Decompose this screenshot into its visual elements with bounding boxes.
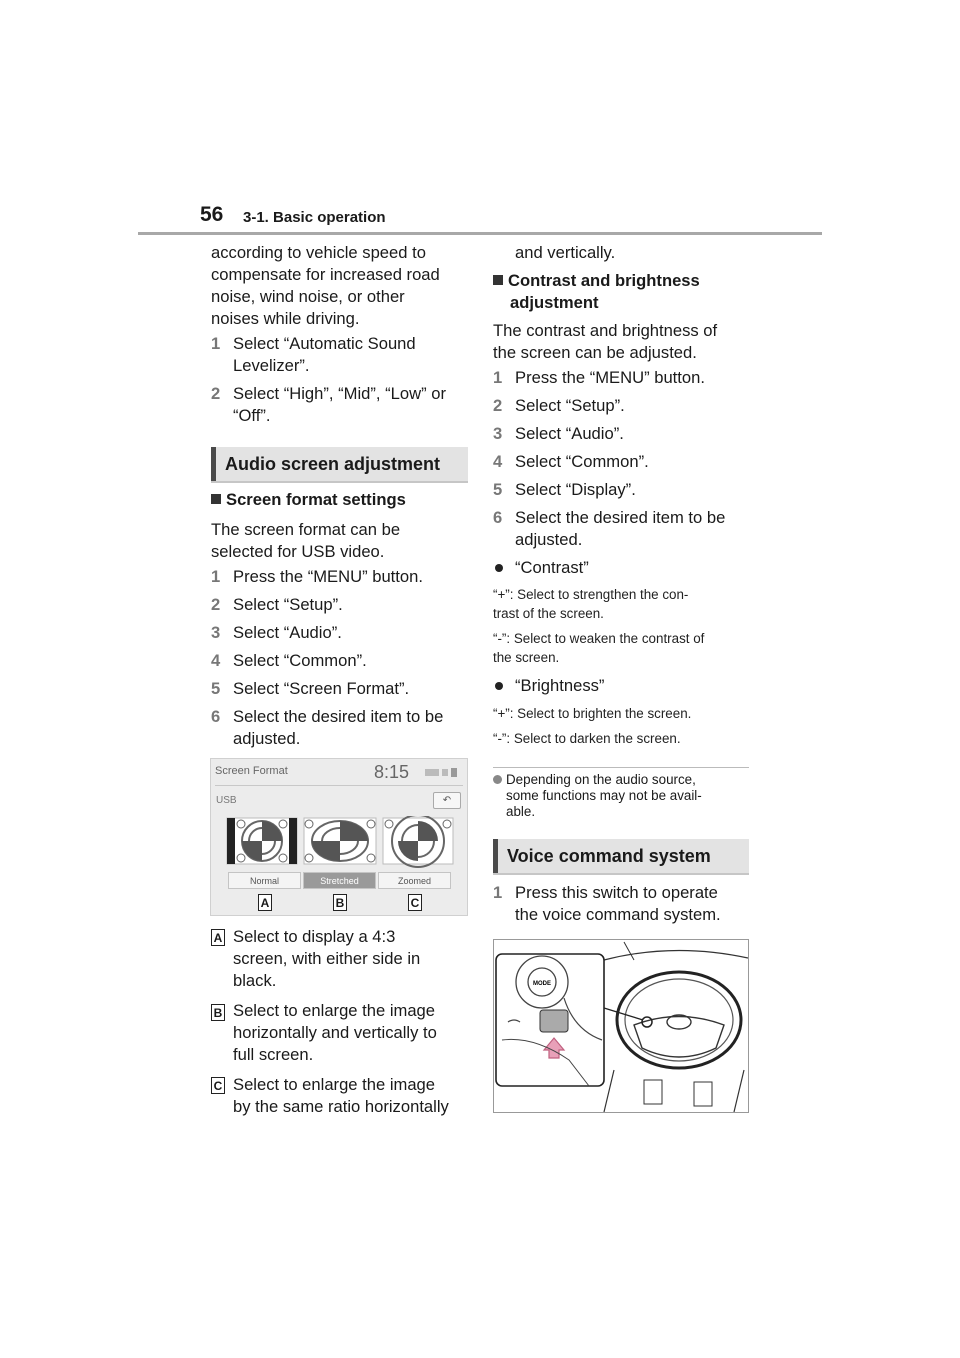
subhead-screen-format: Screen format settings bbox=[211, 489, 473, 511]
left-column-lower bbox=[211, 489, 473, 750]
subhead-contrast: Contrast and brightness bbox=[493, 270, 755, 292]
callout-c: C bbox=[408, 894, 422, 911]
format-previews bbox=[225, 816, 455, 868]
desc-line: selected for USB video. bbox=[211, 542, 385, 561]
section-banner-voice: Voice command system bbox=[493, 839, 749, 873]
note-block: Depending on the audio source, some functions may not be avail- able. bbox=[493, 772, 755, 820]
section-title: 3-1. Basic operation bbox=[243, 209, 386, 226]
item-a-text: Select to display a 4:3 screen, with either side in black. bbox=[233, 927, 421, 990]
steering-switch-illustration bbox=[493, 939, 749, 1113]
desc-line: The screen format can be bbox=[211, 520, 401, 539]
callout-a: A bbox=[258, 894, 272, 911]
continued-text: and vertically. bbox=[515, 243, 616, 262]
intro-line: according to vehicle speed to bbox=[211, 243, 426, 262]
section-banner-audio: Audio screen adjustment bbox=[211, 447, 468, 481]
steering-wheel-drawing bbox=[494, 940, 748, 1112]
step-item: 2 Select “Setup”. bbox=[493, 396, 625, 415]
square-bullet-icon bbox=[493, 275, 503, 285]
step-item: 1 Press the “MENU” button. bbox=[211, 567, 423, 586]
page-number: 56 bbox=[200, 203, 224, 226]
screen-source: USB bbox=[216, 795, 237, 806]
right-column bbox=[493, 242, 755, 748]
note-rule bbox=[493, 767, 749, 768]
step-item: 6 Select the desired item to be adjusted. bbox=[211, 707, 444, 748]
item-label-c: C bbox=[211, 1077, 225, 1094]
step-item: 3 Select “Audio”. bbox=[211, 623, 342, 642]
square-bullet-icon bbox=[211, 494, 221, 504]
note-dot-icon bbox=[493, 775, 502, 784]
screen-title: Screen Format bbox=[215, 765, 288, 777]
screen-format-image bbox=[210, 758, 468, 916]
step-item: 4 Select “Common”. bbox=[211, 651, 367, 670]
step-item: 2 Select “Setup”. bbox=[211, 595, 343, 614]
step-item: 6 Select the desired item to be adjusted. bbox=[493, 508, 726, 549]
option-zoomed: Zoomed bbox=[378, 872, 451, 889]
contrast-minus-line: the screen. bbox=[493, 650, 560, 665]
header-rule bbox=[138, 232, 822, 235]
brightness-plus-line: “+”: Select to brighten the screen. bbox=[493, 706, 692, 721]
desc-line: the screen can be adjusted. bbox=[493, 343, 697, 362]
bullet-dot-icon bbox=[495, 682, 503, 690]
contrast-plus-line: trast of the screen. bbox=[493, 606, 604, 621]
intro-line: noises while driving. bbox=[211, 309, 360, 328]
screen-time: 8:15 bbox=[374, 762, 410, 782]
intro-line: compensate for increased road bbox=[211, 265, 440, 284]
brightness-minus-line: “-”: Select to darken the screen. bbox=[493, 731, 681, 746]
bullet-dot-icon bbox=[495, 564, 503, 572]
step-item: 3 Select “Audio”. bbox=[493, 424, 624, 443]
voice-step: 1 Press this switch to operate the voice command system. bbox=[493, 883, 721, 924]
preview-zoomed bbox=[383, 816, 453, 867]
step-item: 1 Select “Automatic Sound Levelizer”. bbox=[211, 334, 416, 375]
step-item: 4 Select “Common”. bbox=[493, 452, 649, 471]
step-item: 5 Select “Display”. bbox=[493, 480, 636, 499]
mode-label: MODE bbox=[533, 981, 551, 987]
preview-normal bbox=[227, 818, 297, 864]
screen-divider bbox=[215, 785, 463, 786]
contrast-minus-line: “-”: Select to weaken the contrast of bbox=[493, 631, 705, 646]
item-c-text: Select to enlarge the image by the same ratio horizontally bbox=[233, 1075, 449, 1116]
item-b-text: Select to enlarge the image horizontally and vertically to full screen. bbox=[233, 1001, 437, 1064]
item-label-a: A bbox=[211, 929, 225, 946]
item-label-b: B bbox=[211, 1004, 225, 1021]
step-item: 5 Select “Screen Format”. bbox=[211, 679, 410, 698]
subhead-contrast-line2: adjustment bbox=[510, 293, 599, 312]
status-icons bbox=[425, 768, 461, 778]
contrast-plus-line: “+”: Select to strengthen the con- bbox=[493, 587, 689, 602]
option-stretched: Stretched bbox=[303, 872, 376, 889]
banner-rule bbox=[211, 481, 468, 483]
step-item: 2 Select “High”, “Mid”, “Low” or “Off”. bbox=[211, 384, 446, 425]
back-icon: ↶ bbox=[433, 792, 461, 809]
desc-line: The contrast and brightness of bbox=[493, 321, 718, 340]
option-normal: Normal bbox=[228, 872, 301, 889]
intro-line: noise, wind noise, or other bbox=[211, 287, 405, 306]
bullet-contrast: “Contrast” bbox=[493, 557, 755, 579]
banner-rule bbox=[493, 873, 749, 875]
preview-stretched bbox=[304, 818, 376, 864]
bullet-brightness: “Brightness” bbox=[493, 675, 755, 697]
left-column bbox=[211, 242, 473, 427]
callout-b: B bbox=[333, 894, 347, 911]
step-item: 1 Press the “MENU” button. bbox=[493, 368, 705, 387]
